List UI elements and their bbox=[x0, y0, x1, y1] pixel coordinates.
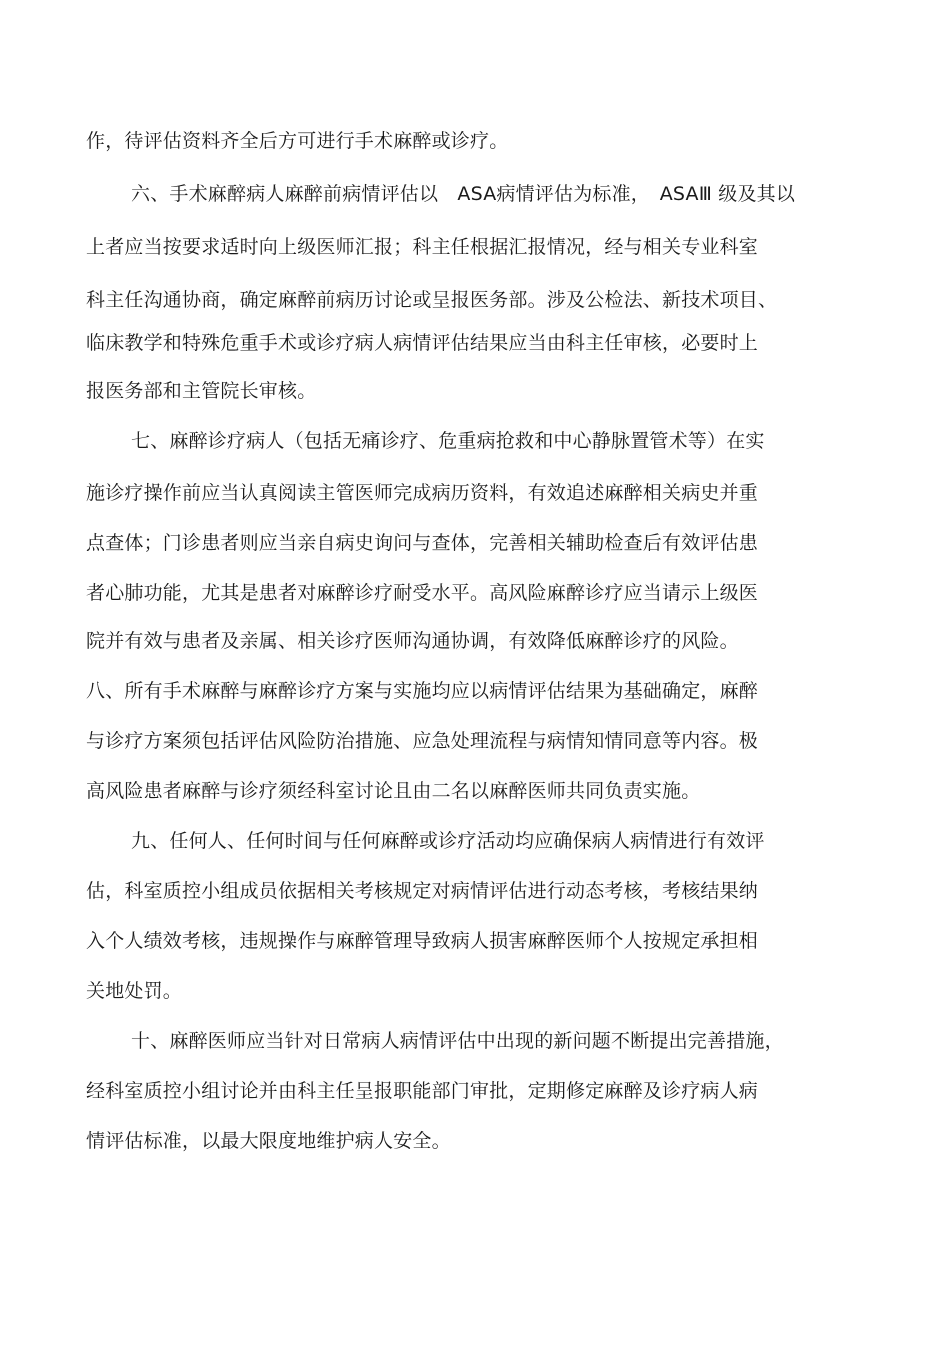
text-line: 经科室质控小组讨论并由科主任呈报职能部门审批，定期修定麻醉及诊疗病人病 bbox=[86, 1080, 759, 1102]
text-line: 十、麻醉医师应当针对日常病人病情评估中出现的新问题不断提出完善措施， bbox=[131, 1030, 784, 1052]
text-line: 高风险患者麻醉与诊疗须经科室讨论且由二名以麻醉医师共同负责实施。 bbox=[86, 780, 701, 802]
text-line: 与诊疗方案须包括评估风险防治措施、应急处理流程与病情知情同意等内容。极 bbox=[86, 730, 759, 752]
text-line: 施诊疗操作前应当认真阅读主管医师完成病历资料，有效追述麻醉相关病史并重 bbox=[86, 482, 759, 504]
text-line: 八、所有手术麻醉与麻醉诊疗方案与实施均应以病情评估结果为基础确定，麻醉 bbox=[86, 680, 759, 702]
text-line: 科主任沟通协商，确定麻醉前病历讨论或呈报医务部。涉及公检法、新技术项目、 bbox=[86, 289, 778, 311]
text-line: 七、麻醉诊疗病人（包括无痛诊疗、危重病抢救和中心静脉置管术等）在实 bbox=[131, 430, 765, 452]
text-line: 者心肺功能，尤其是患者对麻醉诊疗耐受水平。高风险麻醉诊疗应当请示上级医 bbox=[86, 582, 759, 604]
text-line: 报医务部和主管院长审核。 bbox=[86, 380, 317, 402]
text-line: 九、任何人、任何时间与任何麻醉或诊疗活动均应确保病人病情进行有效评 bbox=[131, 830, 765, 852]
text-line: 估，科室质控小组成员依据相关考核规定对病情评估进行动态考核，考核结果纳 bbox=[86, 880, 759, 902]
text-line: 临床教学和特殊危重手术或诊疗病人病情评估结果应当由科主任审核，必要时上 bbox=[86, 332, 759, 354]
text-line: 情评估标准，以最大限度地维护病人安全。 bbox=[86, 1130, 451, 1152]
text-line: 六、手术麻醉病人麻醉前病情评估以 ASA病情评估为标准， ASAⅢ 级及其以 bbox=[131, 183, 796, 205]
text-line: 院并有效与患者及亲属、相关诊疗医师沟通协调，有效降低麻醉诊疗的风险。 bbox=[86, 630, 739, 652]
text-line: 入个人绩效考核，违规操作与麻醉管理导致病人损害麻醉医师个人按规定承担相 bbox=[86, 930, 759, 952]
text-line: 作，待评估资料齐全后方可进行手术麻醉或诊疗。 bbox=[86, 130, 509, 152]
text-line: 关地处罚。 bbox=[86, 980, 183, 1002]
text-line: 点查体；门诊患者则应当亲自病史询问与查体，完善相关辅助检查后有效评估患 bbox=[86, 532, 759, 554]
text-line: 上者应当按要求适时向上级医师汇报；科主任根据汇报情况，经与相关专业科室 bbox=[86, 236, 759, 258]
